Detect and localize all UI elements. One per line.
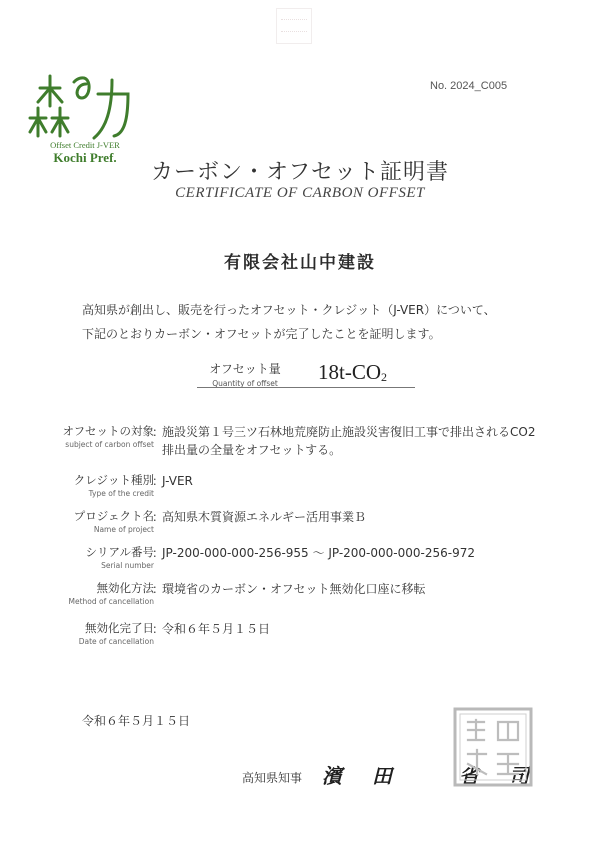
- quantity-value-main: 18t-CO: [318, 360, 381, 384]
- detail-value: J-VER: [162, 474, 193, 488]
- detail-label-en: Type of the credit: [88, 489, 154, 498]
- detail-label-en: Date of cancellation: [78, 637, 154, 646]
- detail-colon: ：: [152, 474, 165, 488]
- detail-colon: ：: [152, 622, 165, 636]
- detail-label-en: subject of carbon offset: [65, 440, 154, 449]
- quantity-value-subscript: 2: [381, 370, 387, 384]
- logo-caption-line1: Offset Credit J-VER: [50, 140, 120, 150]
- detail-label-ja: クレジット種別: [73, 473, 154, 487]
- quantity-label: [205, 360, 285, 388]
- detail-value: JP-200-000-000-256-955 ～ JP-200-000-000-256-972: [162, 546, 475, 560]
- quantity-label-en: Quantity of offset: [212, 379, 278, 388]
- intro-line-2: 下記のとおりカーボン・オフセットが完了したことを証明します。: [82, 327, 441, 341]
- detail-value-line-1: 施設災第１号三ツ石林地荒廃防止施設災害復旧工事で排出されるCO2: [162, 425, 536, 439]
- detail-label-en: Name of project: [93, 525, 154, 534]
- issuer-name: 濱田 省司: [322, 764, 559, 788]
- detail-label: [79, 620, 154, 646]
- quantity-label-ja: オフセット量: [209, 362, 281, 376]
- intro-paragraph: [82, 298, 496, 346]
- detail-value: 環境省のカーボン・オフセット無効化口座に移転: [162, 582, 426, 596]
- detail-label-ja: 無効化完了日: [85, 621, 154, 635]
- detail-label-en: Method of cancellation: [68, 597, 154, 606]
- detail-label-en: Serial number: [101, 561, 154, 570]
- quantity-underline: [197, 387, 415, 388]
- top-stamp-mark: [276, 8, 312, 44]
- detail-label: [69, 580, 154, 606]
- official-seal-icon: [452, 706, 534, 788]
- intro-line-1: 高知県が創出し、販売を行ったオフセット・クレジット（J-VER）について、: [82, 303, 496, 317]
- quantity-value: [318, 360, 387, 385]
- page-title-english: CERTIFICATE OF CARBON OFFSET: [175, 185, 425, 201]
- issuer-title: 高知県知事: [242, 771, 303, 785]
- detail-label: [74, 508, 154, 534]
- detail-colon: ：: [152, 510, 165, 524]
- detail-label-ja: シリアル番号: [85, 545, 154, 559]
- detail-label-ja: オフセットの対象: [62, 424, 154, 438]
- detail-label-ja: 無効化方法: [96, 581, 154, 595]
- issue-date: 令和６年５月１５日: [82, 714, 191, 728]
- detail-label: [74, 472, 154, 498]
- logo-caption-line2: Kochi Pref.: [53, 150, 117, 165]
- detail-value: 高知県木質資源エネルギー活用事業Ｂ: [162, 510, 367, 524]
- detail-label-ja: プロジェクト名: [73, 509, 154, 523]
- detail-colon: ：: [152, 582, 165, 596]
- detail-value: 令和６年５月１５日: [162, 622, 271, 636]
- certificate-number: No. 2024_C005: [430, 80, 508, 92]
- detail-label: [85, 544, 154, 570]
- page-title: カーボン・オフセット証明書: [150, 160, 450, 185]
- detail-colon: ：: [152, 425, 165, 439]
- detail-colon: ：: [152, 546, 165, 560]
- detail-label: [62, 423, 154, 449]
- detail-value: [162, 423, 535, 459]
- detail-value-line-2: 排出量の全量をオフセットする。: [162, 443, 342, 457]
- recipient-name: 有限会社山中建設: [224, 253, 376, 273]
